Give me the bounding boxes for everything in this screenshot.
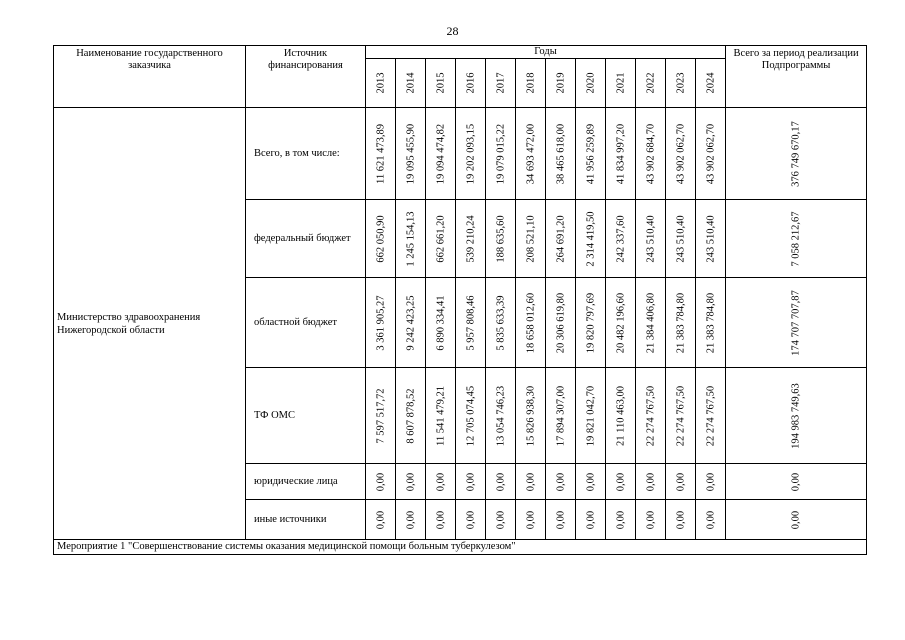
customer-name: Министерство здравоохранения Нижегородской области <box>54 108 246 540</box>
funding-source: Всего, в том числе: <box>246 108 366 200</box>
value-text: 0,00 <box>525 510 536 529</box>
value-cell <box>486 464 516 500</box>
value-cell <box>576 200 606 278</box>
value-cell <box>456 500 486 540</box>
year-label: 2023 <box>675 72 686 94</box>
value-text: 11 541 479,21 <box>435 385 446 446</box>
value-text: 15 826 938,30 <box>525 385 536 446</box>
value-cell <box>576 278 606 368</box>
value-cell <box>696 278 726 368</box>
value-cell <box>396 200 426 278</box>
value-text: 208 521,10 <box>525 214 536 263</box>
value-text: 5 835 633,39 <box>495 294 506 351</box>
year-header <box>696 59 726 108</box>
value-cell <box>576 464 606 500</box>
value-cell <box>396 108 426 200</box>
value-cell <box>516 368 546 464</box>
year-header <box>576 59 606 108</box>
value-text: 0,00 <box>645 472 656 491</box>
total-text: 174 707 707,87 <box>790 289 802 356</box>
value-cell <box>666 108 696 200</box>
value-text: 243 510,40 <box>705 214 717 263</box>
value-cell <box>456 368 486 464</box>
value-cell <box>486 108 516 200</box>
value-cell <box>396 368 426 464</box>
value-cell <box>516 464 546 500</box>
year-header <box>426 59 456 108</box>
value-cell <box>666 464 696 500</box>
value-cell <box>426 368 456 464</box>
total-cell <box>726 108 867 200</box>
value-text: 0,00 <box>585 472 596 491</box>
value-cell <box>636 500 666 540</box>
value-cell <box>696 200 726 278</box>
value-cell <box>606 368 636 464</box>
value-text: 21 383 784,80 <box>675 292 686 353</box>
value-cell <box>486 278 516 368</box>
value-cell <box>456 278 486 368</box>
funding-source: юридические лица <box>246 464 366 500</box>
value-text: 18 658 012,60 <box>525 292 536 353</box>
value-text: 19 202 093,15 <box>465 123 476 184</box>
year-label: 2015 <box>435 72 446 94</box>
value-text: 264 691,20 <box>555 214 566 263</box>
value-cell <box>636 368 666 464</box>
year-label: 2017 <box>495 72 506 94</box>
value-text: 22 274 767,50 <box>705 385 717 446</box>
value-cell <box>396 278 426 368</box>
value-text: 19 821 042,70 <box>585 385 596 446</box>
value-text: 19 079 015,22 <box>495 123 506 184</box>
year-label: 2014 <box>405 72 416 94</box>
value-cell <box>426 278 456 368</box>
total-text: 7 058 212,67 <box>790 210 802 267</box>
value-text: 21 383 784,80 <box>705 292 717 353</box>
value-text: 7 597 517,72 <box>375 387 386 444</box>
total-cell <box>726 278 867 368</box>
value-cell <box>606 464 636 500</box>
value-text: 12 705 074,45 <box>465 385 476 446</box>
value-cell <box>606 108 636 200</box>
value-cell <box>396 464 426 500</box>
value-text: 0,00 <box>675 510 686 529</box>
value-text: 17 894 307,00 <box>555 385 566 446</box>
value-cell <box>696 368 726 464</box>
value-text: 1 245 154,13 <box>405 210 416 267</box>
value-cell <box>426 464 456 500</box>
value-cell <box>546 200 576 278</box>
value-cell <box>666 278 696 368</box>
value-cell <box>636 108 666 200</box>
year-header <box>516 59 546 108</box>
year-header <box>636 59 666 108</box>
value-text: 0,00 <box>555 472 566 491</box>
value-cell <box>366 464 396 500</box>
year-header <box>396 59 426 108</box>
total-text: 194 983 749,63 <box>790 382 802 449</box>
value-text: 22 274 767,50 <box>675 385 686 446</box>
value-text: 2 314 419,50 <box>585 210 596 267</box>
value-text: 0,00 <box>375 510 386 529</box>
value-cell <box>666 500 696 540</box>
value-cell <box>366 368 396 464</box>
value-cell <box>456 108 486 200</box>
table-body <box>54 108 867 540</box>
value-cell <box>696 108 726 200</box>
value-cell <box>546 368 576 464</box>
year-label: 2024 <box>705 72 717 94</box>
value-text: 19 095 455,90 <box>405 123 416 184</box>
value-cell <box>636 464 666 500</box>
value-cell <box>576 368 606 464</box>
value-cell <box>516 108 546 200</box>
value-text: 41 956 259,89 <box>585 123 596 184</box>
value-text: 0,00 <box>375 472 386 491</box>
value-text: 662 050,90 <box>375 214 386 263</box>
value-text: 0,00 <box>435 472 446 491</box>
value-text: 13 054 746,23 <box>495 385 506 446</box>
value-text: 3 361 905,27 <box>375 294 386 351</box>
total-text: 0,00 <box>790 510 802 529</box>
value-text: 0,00 <box>615 472 626 491</box>
year-header <box>456 59 486 108</box>
value-text: 0,00 <box>615 510 626 529</box>
year-label: 2018 <box>525 72 536 94</box>
value-text: 6 890 334,41 <box>435 294 446 351</box>
value-text: 0,00 <box>705 472 717 491</box>
table-row <box>54 108 867 200</box>
value-cell <box>606 200 636 278</box>
header-total: Всего за период реализации Подпрограммы <box>726 46 867 108</box>
value-text: 242 337,60 <box>615 214 626 263</box>
value-cell <box>636 278 666 368</box>
value-text: 0,00 <box>465 510 476 529</box>
value-cell <box>426 108 456 200</box>
value-cell <box>486 500 516 540</box>
value-text: 188 635,60 <box>495 214 506 263</box>
value-text: 539 210,24 <box>465 214 476 263</box>
value-cell <box>366 108 396 200</box>
value-cell <box>576 500 606 540</box>
value-cell <box>606 278 636 368</box>
header-years: Годы <box>366 46 726 59</box>
value-text: 43 902 062,70 <box>705 123 717 184</box>
year-label: 2021 <box>615 72 626 94</box>
value-text: 41 834 997,20 <box>615 123 626 184</box>
value-cell <box>546 108 576 200</box>
event-title: Мероприятие 1 "Совершенствование системы оказания медицинской помощи больным туберкулезом" <box>54 540 867 555</box>
value-text: 0,00 <box>495 510 506 529</box>
value-cell <box>546 278 576 368</box>
value-text: 0,00 <box>435 510 446 529</box>
value-cell <box>426 500 456 540</box>
value-text: 0,00 <box>465 472 476 491</box>
value-text: 43 902 062,70 <box>675 123 686 184</box>
year-label: 2016 <box>465 72 476 94</box>
value-cell <box>366 278 396 368</box>
funding-source: федеральный бюджет <box>246 200 366 278</box>
value-text: 0,00 <box>585 510 596 529</box>
value-text: 0,00 <box>555 510 566 529</box>
value-cell <box>606 500 636 540</box>
value-text: 8 607 878,52 <box>405 387 416 444</box>
value-text: 19 820 797,69 <box>585 292 596 353</box>
value-text: 0,00 <box>405 472 416 491</box>
value-text: 243 510,40 <box>675 214 686 263</box>
funding-source: иные источники <box>246 500 366 540</box>
value-cell <box>666 200 696 278</box>
value-text: 19 094 474,82 <box>435 123 446 184</box>
year-label: 2019 <box>555 72 566 94</box>
year-label: 2020 <box>585 72 596 94</box>
value-text: 243 510,40 <box>645 214 656 263</box>
header-source: Источник финансирования <box>246 46 366 108</box>
value-cell <box>636 200 666 278</box>
value-text: 0,00 <box>525 472 536 491</box>
value-text: 5 957 808,46 <box>465 294 476 351</box>
value-cell <box>696 500 726 540</box>
value-text: 43 902 684,70 <box>645 123 656 184</box>
year-header <box>666 59 696 108</box>
value-text: 662 661,20 <box>435 214 446 263</box>
value-cell <box>486 368 516 464</box>
funding-source: областной бюджет <box>246 278 366 368</box>
value-text: 21 110 463,00 <box>615 385 626 446</box>
total-cell <box>726 368 867 464</box>
value-text: 34 693 472,00 <box>525 123 536 184</box>
header-customer: Наименование государственного заказчика <box>54 46 246 108</box>
value-text: 0,00 <box>675 472 686 491</box>
year-label: 2022 <box>645 72 656 94</box>
year-header <box>486 59 516 108</box>
value-cell <box>426 200 456 278</box>
value-text: 0,00 <box>495 472 506 491</box>
value-text: 9 242 423,25 <box>405 294 416 351</box>
value-cell <box>396 500 426 540</box>
value-text: 0,00 <box>405 510 416 529</box>
value-text: 22 274 767,50 <box>645 385 656 446</box>
total-cell <box>726 464 867 500</box>
funding-source: ТФ ОМС <box>246 368 366 464</box>
page-number: 28 <box>446 24 459 38</box>
year-header <box>366 59 396 108</box>
value-text: 0,00 <box>645 510 656 529</box>
value-cell <box>546 500 576 540</box>
year-header <box>546 59 576 108</box>
value-cell <box>456 200 486 278</box>
value-text: 20 482 196,60 <box>615 292 626 353</box>
value-cell <box>456 464 486 500</box>
value-cell <box>546 464 576 500</box>
value-cell <box>516 200 546 278</box>
value-cell <box>696 464 726 500</box>
value-text: 21 384 406,80 <box>645 292 656 353</box>
value-cell <box>366 200 396 278</box>
value-cell <box>486 200 516 278</box>
value-cell <box>516 500 546 540</box>
total-text: 376 749 670,17 <box>790 120 802 187</box>
year-header <box>606 59 636 108</box>
value-text: 11 621 473,89 <box>375 123 386 184</box>
budget-table <box>53 45 867 555</box>
total-text: 0,00 <box>790 472 802 491</box>
value-text: 38 465 618,00 <box>555 123 566 184</box>
value-text: 20 306 619,80 <box>555 292 566 353</box>
value-cell <box>666 368 696 464</box>
value-text: 0,00 <box>705 510 717 529</box>
total-cell <box>726 200 867 278</box>
year-label: 2013 <box>375 72 386 94</box>
value-cell <box>366 500 396 540</box>
value-cell <box>576 108 606 200</box>
value-cell <box>516 278 546 368</box>
total-cell <box>726 500 867 540</box>
